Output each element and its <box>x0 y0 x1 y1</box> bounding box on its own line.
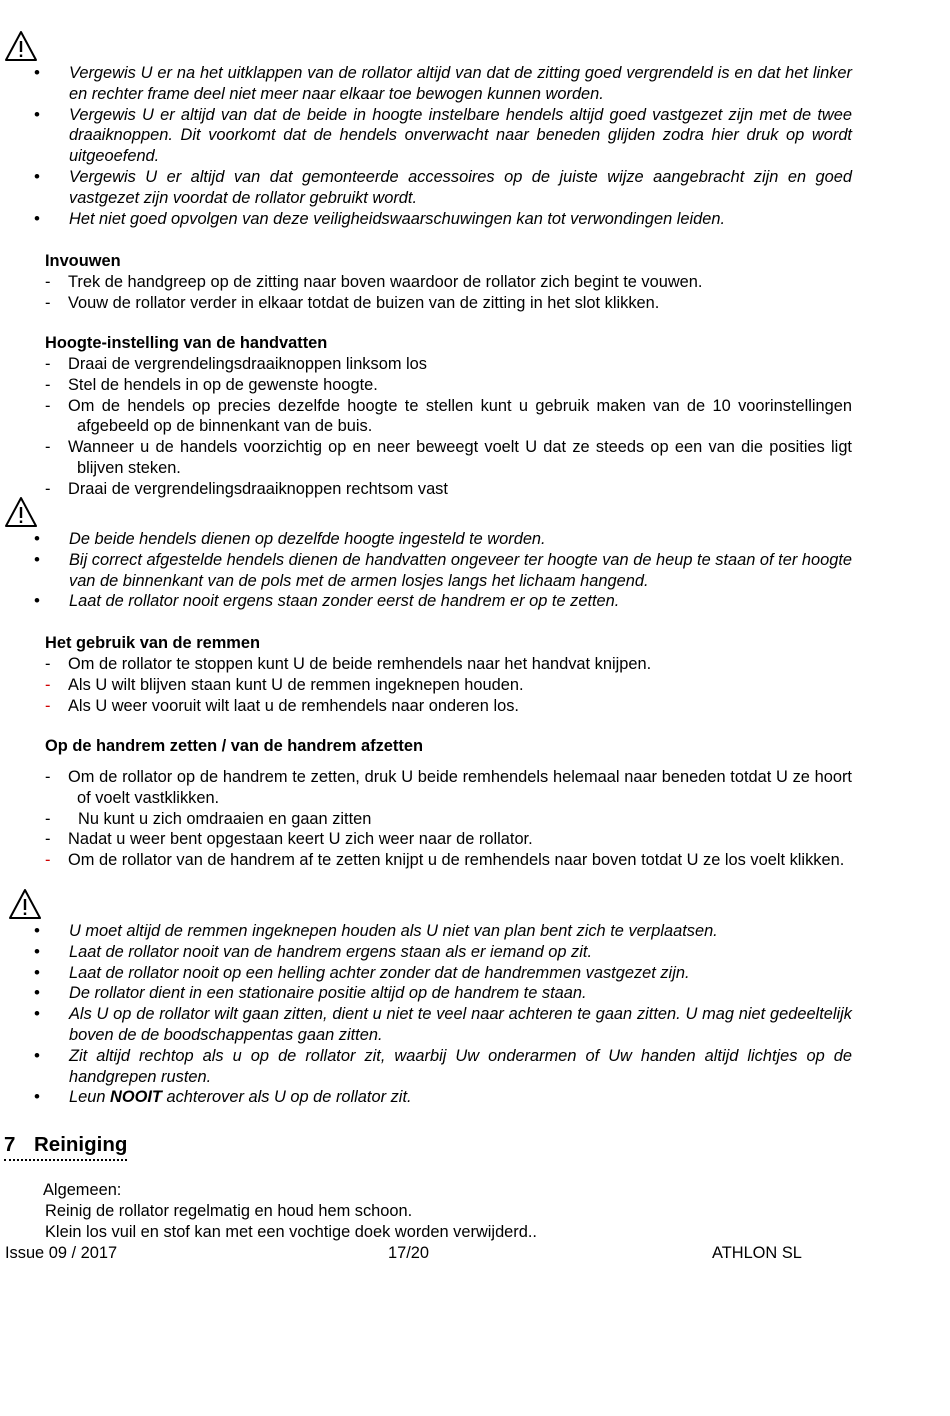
general-label: Algemeen: <box>43 1181 122 1199</box>
section-title: Reiniging <box>34 1133 128 1156</box>
section-heading-reiniging <box>4 1132 127 1161</box>
heading-hoogte: Hoogte-instelling van de handvatten <box>45 334 328 352</box>
warning-item: • Als U op de rollator wilt gaan zitten, dient u niet te veel naar achteren te gaan zitten. U mag niet gedeeltelijk boven de de boodschappentas gaan zitten. <box>34 1004 852 1046</box>
warning-list-3 <box>34 921 852 1108</box>
warning-item: • Het niet goed opvolgen van deze veiligheidswaarschuwingen kan tot verwondingen leiden. <box>34 209 852 230</box>
list-item: - Stel de hendels in op de gewenste hoogte. <box>45 375 378 394</box>
warning-triangle-icon <box>4 496 38 528</box>
warning-list-1 <box>34 63 852 229</box>
heading-invouwen: Invouwen <box>45 252 121 270</box>
list-item: - Om de rollator van de handrem af te zetten knijpt u de remhendels naar boven totdat U ze los voelt klikken. <box>45 851 845 870</box>
warning-item: • Laat de rollator nooit op een helling achter zonder dat de handremmen vastgezet zijn. <box>34 963 852 984</box>
cleaning-line: Klein los vuil en stof kan met een vochtige doek worden verwijderd.. <box>45 1222 537 1241</box>
list-item: - Om de rollator op de handrem te zetten, druk U beide remhendels helemaal naar beneden totdat U ze hoort of voelt vastklikken. <box>45 768 852 807</box>
warning-list-2 <box>34 529 852 612</box>
warning-item: • Vergewis U er altijd van dat gemonteerde accessoires op de juiste wijze aangebracht zijn en goed vastgezet zijn voordat de rollator gebruikt wordt. <box>34 167 852 209</box>
heading-remmen: Het gebruik van de remmen <box>45 634 260 652</box>
footer-product: ATHLON SL <box>712 1244 802 1262</box>
list-item: - Trek de handgreep op de zitting naar boven waardoor de rollator zich begint te vouwen. <box>45 273 703 291</box>
handrem-list <box>45 767 852 871</box>
warning-triangle-icon <box>4 30 38 62</box>
list-item: - Nadat u weer bent opgestaan keert U zich weer naar de rollator. <box>45 830 533 849</box>
section-number: 7 <box>4 1133 16 1156</box>
warning-item: • De beide hendels dienen op dezelfde hoogte ingesteld te worden. <box>34 529 852 550</box>
emphasis-nooit: NOOIT <box>110 1088 162 1107</box>
list-item: - Om de hendels op precies dezelfde hoogte te stellen kunt u gebruik maken van de 10 voorinstellingen afgebeeld op de binnenkant van de buis. <box>45 396 852 436</box>
invouwen-list <box>45 272 852 314</box>
footer-page-number: 17/20 <box>388 1244 430 1262</box>
list-item: - Draai de vergrendelingsdraaiknoppen linksom los <box>45 355 427 373</box>
list-item: - Om de rollator te stoppen kunt U de beide remhendels naar het handvat knijpen. <box>45 655 652 673</box>
warning-item: • Laat de rollator nooit ergens staan zonder eerst de handrem er op te zetten. <box>34 591 852 612</box>
list-item: - Nu kunt u zich omdraaien en gaan zitten <box>45 809 372 828</box>
list-item: - Als U wilt blijven staan kunt U de remmen ingeknepen houden. <box>45 675 524 694</box>
list-item: - Draai de vergrendelingsdraaiknoppen rechtsom vast <box>45 479 448 498</box>
warning-item: • Laat de rollator nooit van de handrem ergens staan als er iemand op zit. <box>34 942 852 963</box>
heading-handrem: Op de handrem zetten / van de handrem afzetten <box>45 737 423 755</box>
warning-item: • De rollator dient in een stationaire positie altijd op de handrem te staan. <box>34 983 852 1004</box>
warning-item: • Vergewis U er altijd van dat de beide in hoogte instelbare hendels altijd goed vastgezet zijn met de twee draaiknoppen. Dit voorkomt dat de hendels onverwacht naar beneden glijden zodra hier druk op wordt uitgeoefend. <box>34 105 852 167</box>
warning-triangle-icon <box>8 888 42 920</box>
cleaning-line: Reinig de rollator regelmatig en houd hem schoon. <box>45 1201 413 1220</box>
list-item: - Vouw de rollator verder in elkaar totdat de buizen van de zitting in het slot klikken. <box>45 293 660 312</box>
warning-item: • Bij correct afgestelde hendels dienen de handvatten ongeveer ter hoogte van de heup te staan of ter hoogte van de binnenkant van de pols met de armen losjes langs het lichaam hangend. <box>34 550 852 592</box>
list-item: - Als U weer vooruit wilt laat u de remhendels naar onderen los. <box>45 696 519 715</box>
warning-item: • U moet altijd de remmen ingeknepen houden als U niet van plan bent zich te verplaatsen. <box>34 921 852 942</box>
cleaning-text <box>43 1180 537 1242</box>
warning-item: • Vergewis U er na het uitklappen van de rollator altijd van dat de zitting goed vergrendeld is en dat het linker en rechter frame deel niet meer naar elkaar toe bewogen kunnen worden. <box>34 63 852 105</box>
warning-item: • Leun NOOIT achterover als U op de rollator zit. <box>34 1087 852 1108</box>
warning-item: • Zit altijd rechtop als u op de rollator zit, waarbij Uw onderarmen of Uw handen altijd lichtjes op de handgrepen rusten. <box>34 1046 852 1088</box>
list-item: - Wanneer u de handels voorzichtig op en neer beweegt voelt U dat ze steeds op een van die posities ligt blijven steken. <box>45 438 852 477</box>
footer-issue: Issue 09 / 2017 <box>5 1244 118 1262</box>
remmen-list <box>45 654 852 716</box>
hoogte-list <box>45 354 852 500</box>
